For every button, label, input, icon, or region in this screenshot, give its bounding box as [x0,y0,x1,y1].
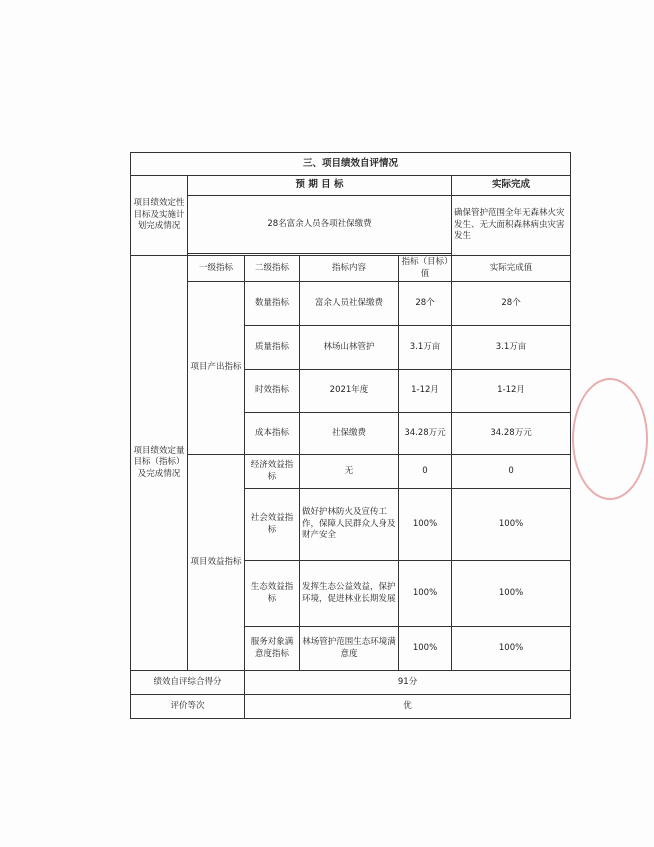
quantitative-row-label: 项目绩效定量目标（指标）及完成情况 [131,256,188,671]
level2-cell: 成本指标 [245,413,300,455]
header-content: 指标内容 [300,256,399,282]
content-cell: 2021年度 [300,370,399,413]
grade-value: 优 [245,695,571,719]
level1-benefit-indicator: 项目效益指标 [188,455,245,671]
content-cell: 林场山林管护 [300,326,399,370]
target-cell: 100% [399,627,452,671]
target-cell: 34.28万元 [399,413,452,455]
header-target: 指标（目标）值 [399,256,452,282]
target-cell: 100% [399,489,452,561]
actual-cell: 0 [452,455,571,489]
actual-cell: 100% [452,561,571,627]
header-actual: 实际完成值 [452,256,571,282]
content-cell: 林场管护范围生态环境满意度 [300,627,399,671]
score-value: 91分 [245,671,571,695]
level2-cell: 质量指标 [245,326,300,370]
expected-goal-text: 28名富余人员各项社保缴费 [188,196,452,254]
target-cell: 0 [399,455,452,489]
header-level2: 二级指标 [245,256,300,282]
level1-output-indicator: 项目产出指标 [188,282,245,455]
level2-cell: 生态效益指标 [245,561,300,627]
section-title: 三、项目绩效自评情况 [131,153,571,176]
level2-cell: 经济效益指标 [245,455,300,489]
level2-cell: 服务对象满意度指标 [245,627,300,671]
content-cell: 发挥生态公益效益，保护环境，促进林业长期发展 [300,561,399,627]
actual-cell: 28个 [452,282,571,326]
actual-cell: 3.1万亩 [452,326,571,370]
actual-header: 实际完成 [452,176,571,196]
header-level1: 一级指标 [188,256,245,282]
content-cell: 做好护林防火及宣传工作，保障人民群众人身及财产安全 [300,489,399,561]
content-cell: 富余人员社保缴费 [300,282,399,326]
level2-cell: 社会效益指标 [245,489,300,561]
content-cell: 社保缴费 [300,413,399,455]
target-cell: 1-12月 [399,370,452,413]
expected-header: 预 期 目 标 [188,176,452,196]
target-cell: 100% [399,561,452,627]
actual-completion-text: 确保管护范围全年无森林火灾发生、无大面积森林病虫灾害发生 [452,196,571,256]
actual-cell: 100% [452,627,571,671]
target-cell: 3.1万亩 [399,326,452,370]
actual-cell: 1-12月 [452,370,571,413]
target-cell: 28个 [399,282,452,326]
score-label: 绩效自评综合得分 [131,671,245,695]
level2-cell: 时效指标 [245,370,300,413]
level2-cell: 数量指标 [245,282,300,326]
actual-cell: 100% [452,489,571,561]
actual-cell: 34.28万元 [452,413,571,455]
official-seal-stamp [572,378,648,500]
content-cell: 无 [300,455,399,489]
qualitative-row-label: 项目绩效定性目标及实施计划完成情况 [131,176,188,256]
grade-label: 评价等次 [131,695,245,719]
performance-evaluation-table [130,152,571,719]
